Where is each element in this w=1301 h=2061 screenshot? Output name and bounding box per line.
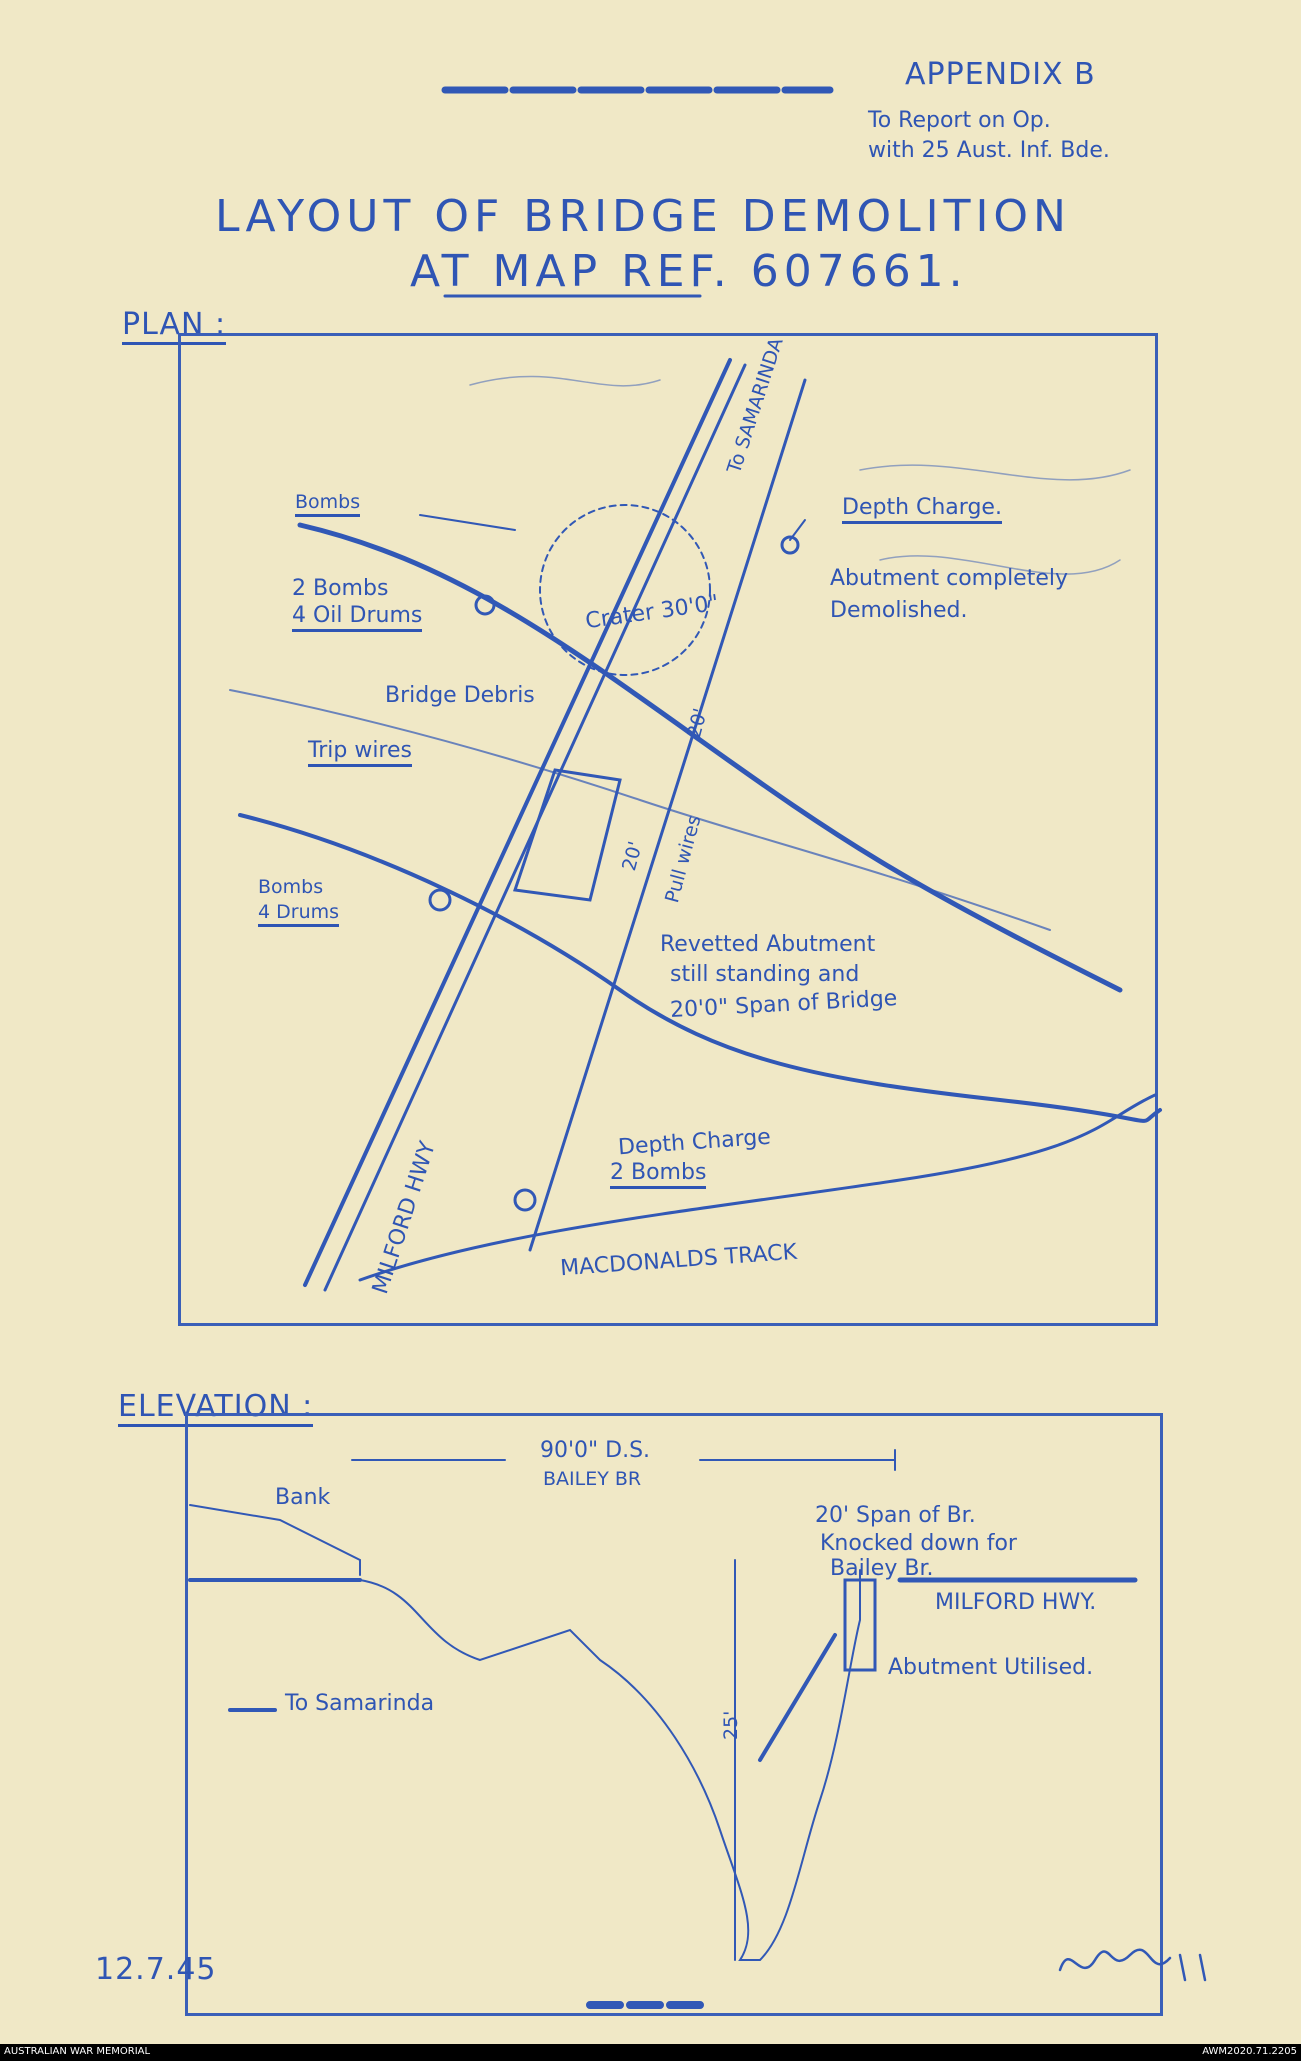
label-four-drums: 4 Drums (258, 903, 339, 927)
label-span-br-2: Knocked down for (820, 1531, 1017, 1556)
label-bailey-br: BAILEY BR (543, 1468, 642, 1490)
label-span-br-1: 20' Span of Br. (815, 1503, 976, 1528)
label-crater: Crater 30'0" (583, 590, 721, 635)
label-to-samarinda-elevation: To Samarinda (285, 1691, 435, 1716)
label-milford-hwy-plan: MILFORD HWY (368, 1138, 441, 1298)
label-abutment-1: Abutment completely (830, 566, 1069, 591)
label-depth-charge-bottom: Depth Charge (617, 1124, 772, 1161)
label-dim-20-lower: 20' (618, 839, 647, 874)
label-abutment-utilised: Abutment Utilised. (888, 1655, 1094, 1680)
label-revetted-1: Revetted Abutment (660, 932, 876, 957)
label-bombs-left: Bombs (258, 876, 324, 898)
label-bank: Bank (275, 1485, 331, 1510)
label-abutment-2: Demolished. (830, 598, 968, 623)
label-trip-wires: Trip wires (308, 740, 412, 767)
plan-label: PLAN : (122, 310, 226, 345)
document-date: 12.7.45 (95, 1952, 217, 1987)
heading-line-2: AT MAP REF. 607661. (410, 246, 968, 297)
label-elevation-span: 90'0" D.S. (540, 1438, 651, 1463)
footer-right: AWM2020.71.2205 (1202, 2046, 1297, 2057)
label-two-bombs-bottom: 2 Bombs (610, 1162, 706, 1189)
label-bombs-top: Bombs (295, 493, 360, 517)
heading-line-1: LAYOUT OF BRIDGE DEMOLITION (215, 191, 1071, 242)
appendix-title: APPENDIX B (905, 57, 1096, 92)
label-to-samarinda-plan: To SAMARINDA (723, 335, 788, 477)
label-two-bombs: 2 Bombs (292, 576, 389, 601)
label-revetted-2: still standing and (670, 962, 860, 987)
label-macdonalds-track: MACDONALDS TRACK (559, 1239, 798, 1282)
appendix-line-2: with 25 Aust. Inf. Bde. (868, 138, 1110, 163)
footer-bar (0, 2044, 1301, 2061)
label-span-br-3: Bailey Br. (830, 1556, 934, 1581)
label-bridge-debris: Bridge Debris (385, 683, 535, 708)
label-pull-wires: Pull wires (661, 812, 706, 906)
label-milford-hwy-elevation: MILFORD HWY. (935, 1590, 1097, 1615)
label-revetted-3: 20'0" Span of Bridge (669, 986, 898, 1023)
label-dim-20-upper: 20' (683, 706, 712, 741)
appendix-line-1: To Report on Op. (868, 108, 1051, 133)
elevation-label: ELEVATION : (118, 1392, 313, 1427)
label-four-oil-drums: 4 Oil Drums (292, 605, 422, 632)
label-dim-25: 25' (720, 1710, 742, 1740)
footer-left: AUSTRALIAN WAR MEMORIAL (4, 2046, 151, 2057)
label-depth-charge-top: Depth Charge. (842, 497, 1002, 524)
